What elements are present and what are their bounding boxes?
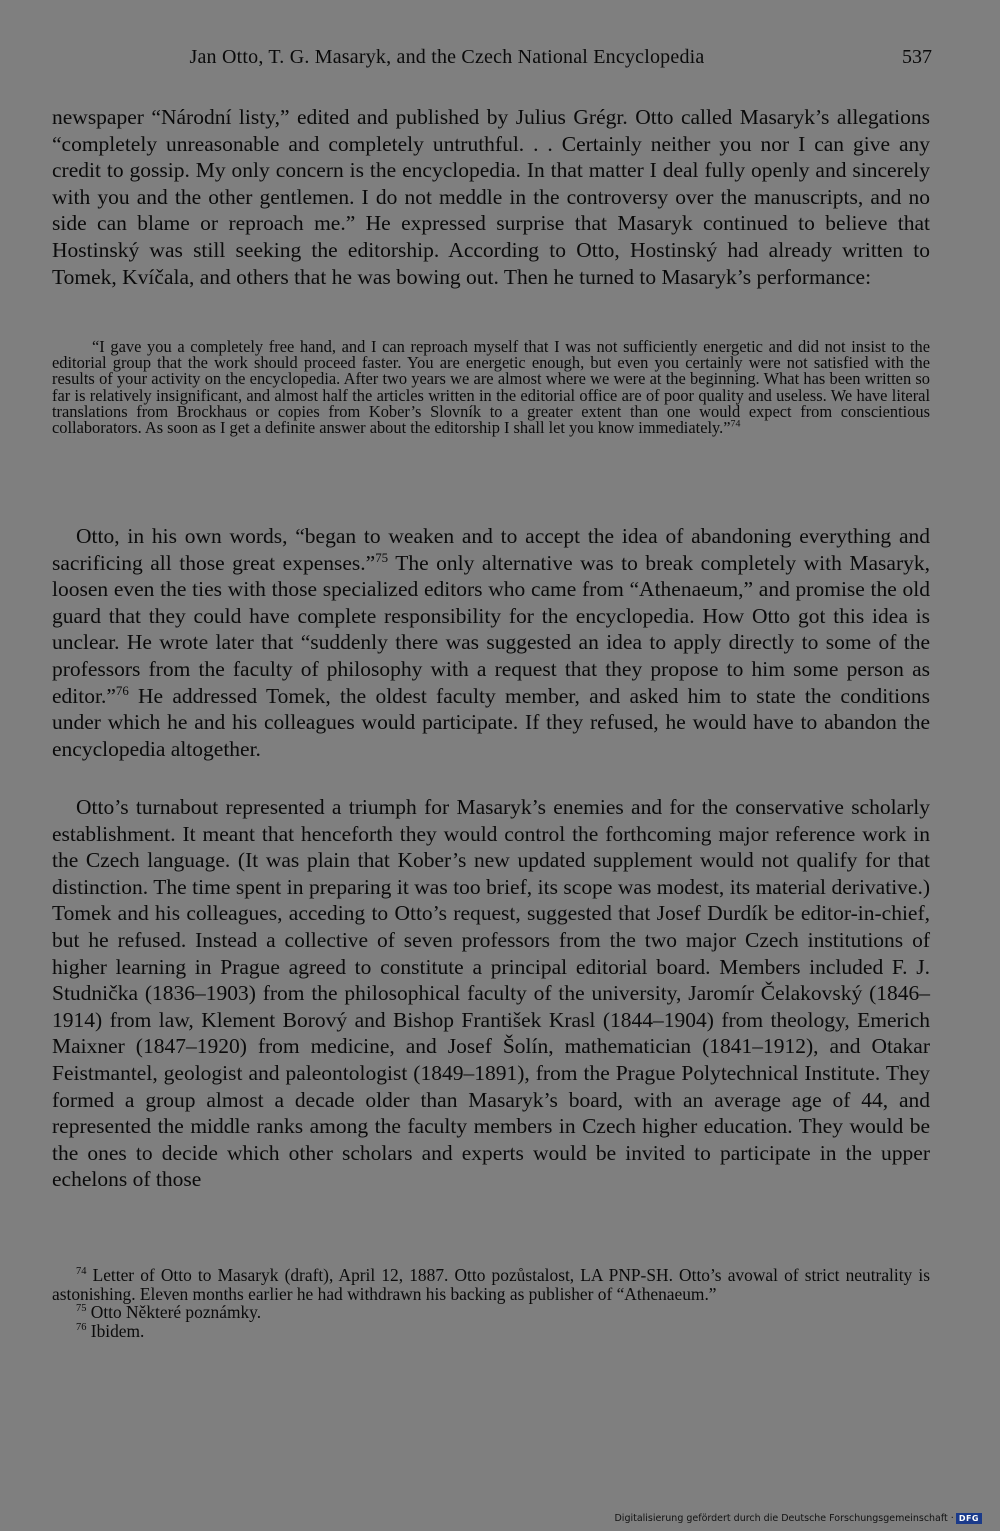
block-quote-text: “I gave you a completely free hand, and I can reproach myself that I was not sufficiently energetic and did not insist to the editorial group that the work should proceed faster. You are energetic enough, but even you certainly were not satisfied with the results of your activity on the encyclopedia. After two years we are almost where we were at the beginning. What has been written so far is relatively insignificant, and almost half the articles written in the editorial office are of poor quality and useless. We have literal translations from Brockhaus or copies from Kober’s Slovník to a greater extent than one would expect from conscientious collaborators. As soon as I get a definite answer about the editorship I shall let you know immediately.”	[52, 337, 930, 438]
paragraph-3: Otto’s turnabout represented a triumph for Masaryk’s enemies and for the conservative scholarly establishment. It meant that henceforth they would control the forthcoming major reference work in the Czech language. (It was plain that Kober’s new updated supplement would not qualify for that distinction. The time spent in preparing it was too brief, its scope was modest, its material derivative.) Tomek and his colleagues, acceding to Otto’s request, suggested that Josef Durdík be editor-in-chief, but he refused. Instead a collective of seven professors from the two major Czech institutions of higher learning in Prague agreed to constitute a principal editorial board. Members included F. J. Studnička (1836–1903) from the philosophical faculty of the university, Jaromír Čelakovský (1846–1914) from law, Klement Borový and Bishop František Krasl (1844–1904) from theology, Emerich Maixner (1847–1920) from medicine, and Josef Šolín, mathematician (1841–1912), and Otakar Feistmantel, geologist and paleontologist (1849–1891), from the Prague Polytechnical Institute. They formed a group almost a decade older than Masaryk’s board, with an average age of 44, and represented the middle ranks among the faculty members in Czech higher education. They would be the ones to decide which other scholars and experts would be invited to participate in the upper echelons of those	[52, 795, 930, 1192]
footnote-ref-76: 76	[115, 683, 129, 698]
footnote-ref-74: 74	[730, 418, 741, 430]
footnote-number: 76	[76, 1321, 87, 1333]
dfg-logo: DFG	[956, 1513, 982, 1524]
footnote-number: 74	[76, 1266, 87, 1278]
paragraph-2-part-b: The only alternative was to break completely with Masaryk, loosen even the ties with those specialized editors who came from “Athenaeum,” and promise the old guard that they could have complete responsibility for the encyclopedia. How Otto got this idea is unclear. He wrote later that “suddenly there was suggested an idea to apply directly to some of the professors from the faculty of philosophy with a request that they propose to him some person as editor.”	[52, 550, 930, 708]
block-quote	[52, 339, 930, 436]
running-head	[52, 46, 932, 74]
digitization-credit	[614, 1509, 982, 1527]
running-title: Jan Otto, T. G. Masaryk, and the Czech National Encyclopedia	[189, 46, 705, 68]
paragraph-2-part-a: Otto, in his own words, “began to weaken and to accept the idea of abandoning everything and sacrificing all those great expenses.”	[52, 524, 930, 575]
footnote-ref-75: 75	[375, 550, 389, 565]
footnote-74	[52, 1266, 930, 1303]
paragraph-2-part-c: He addressed Tomek, the oldest faculty member, and asked him to state the conditions under which he and his colleagues would participate. If they refused, he would have to abandon the encyclopedia altogether.	[52, 683, 930, 761]
footnote-75	[52, 1303, 930, 1322]
paragraph-2	[52, 523, 930, 762]
footnote-text: Ibidem.	[86, 1320, 145, 1341]
footnote-76	[52, 1322, 930, 1341]
page-number: 537	[902, 46, 932, 68]
footnote-text: Letter of Otto to Masaryk (draft), April 12, 1887. Otto pozůstalost, LA PNP-SH. Otto’s avowal of strict neutrality is astonishing. Eleven months earlier he had withdrawn his backing as publisher of “Athenaeum.”	[52, 1265, 930, 1304]
paragraph-1: newspaper “Národní listy,” edited and published by Julius Grégr. Otto called Masaryk’s allegations “completely unreasonable and completely untruthful. . . Certainly neither you nor I can give any credit to gossip. My only concern is the encyclopedia. In that matter I deal fully openly and sincerely with you and the other gentlemen. I do not meddle in the controversy over the manuscripts, and no side can blame or reproach me.” He expressed surprise that Masaryk continued to believe that Hostinský was still seeking the editorship. According to Otto, Hostinský had already written to Tomek, Kvíčala, and others that he was bowing out. Then he turned to Masaryk’s performance:	[52, 105, 930, 289]
footnote-text: Otto Některé poznámky.	[86, 1302, 262, 1323]
credit-text: Digitalisierung gefördert durch die Deutsche Forschungsgemeinschaft ·	[614, 1512, 954, 1524]
footnote-number: 75	[76, 1303, 87, 1315]
footnotes	[52, 1266, 930, 1340]
